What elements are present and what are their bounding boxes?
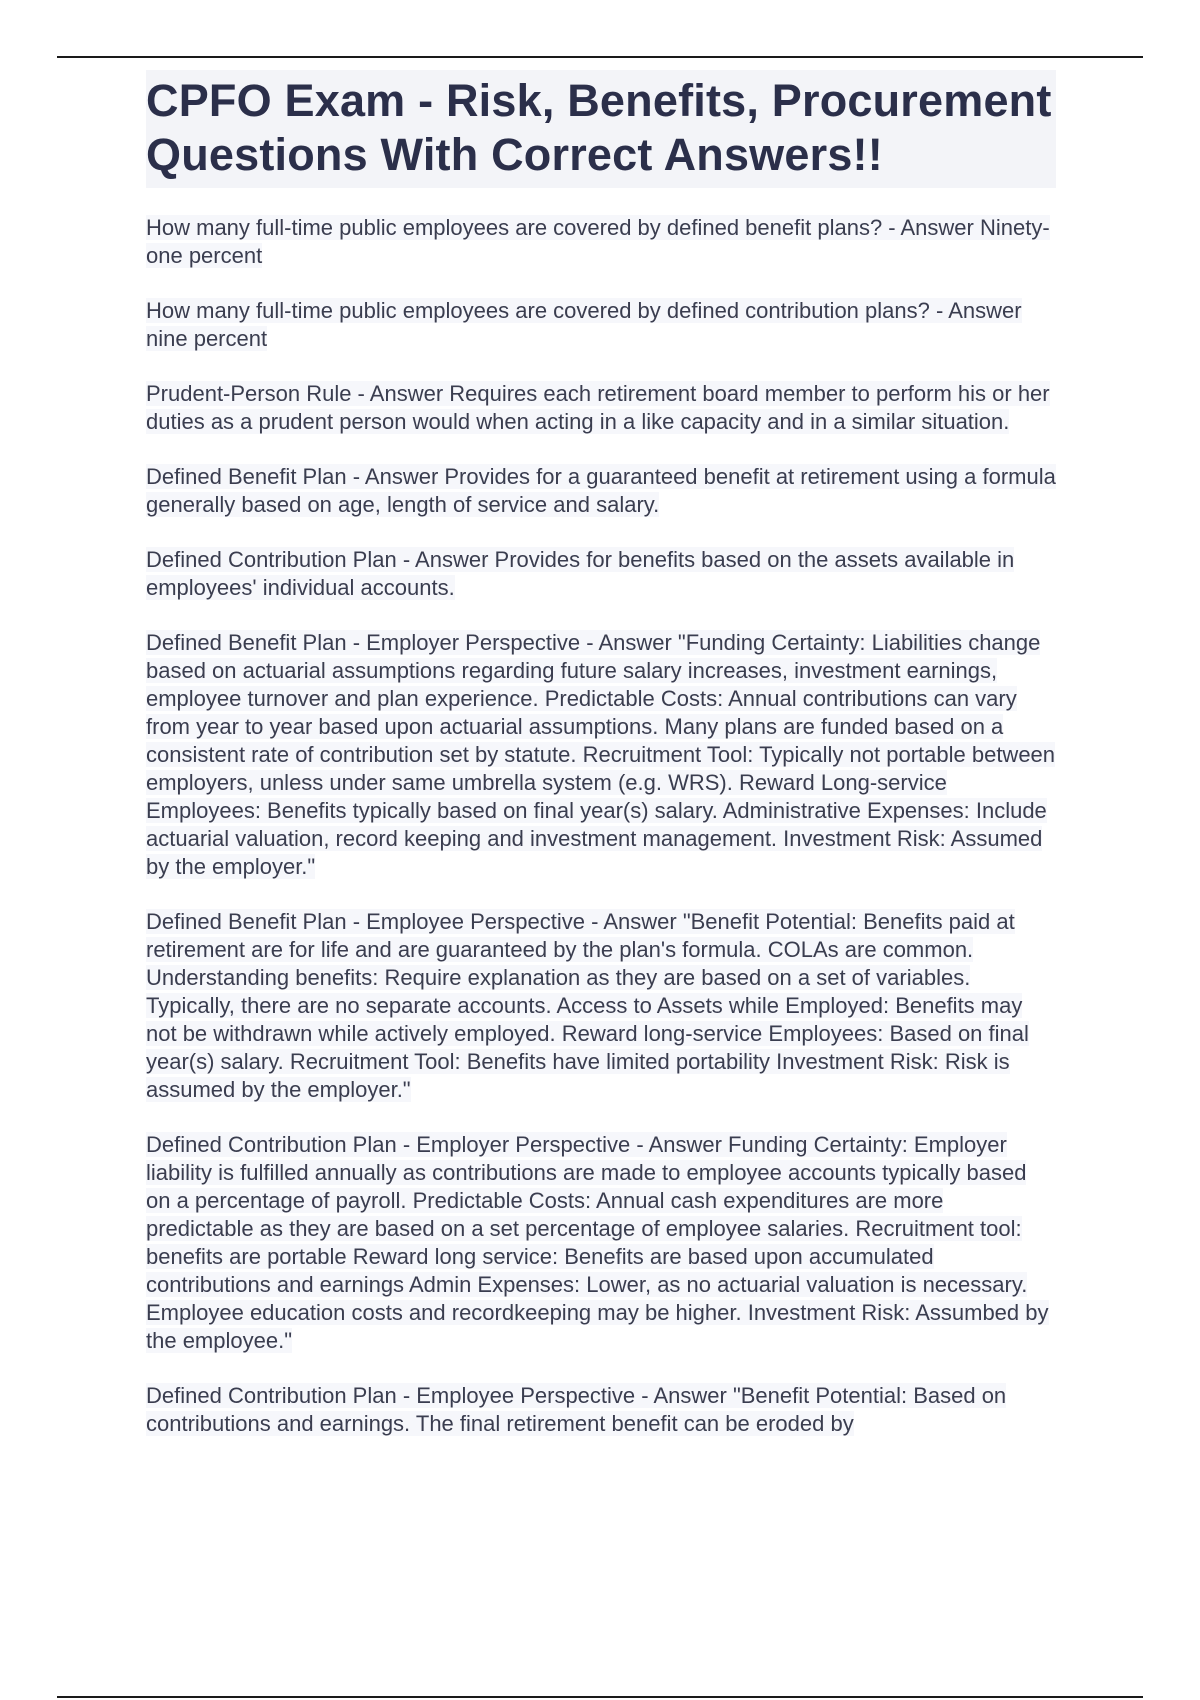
qa-text: Defined Benefit Plan - Employer Perspective - Answer "Funding Certainty: Liabilities change based on actuarial assumptions regarding future salary increases, investment earnings, employee turnover and plan experience. Predictable Costs: Annual contributions can vary from year to year based upon actuarial assumptions. Many plans are funded based on a consistent rate of contribution set by statute. Recruitment Tool: Typically not portable between employers, unless under same umbrella system (e.g. WRS). Reward Long-service Employees: Benefits typically based on final year(s) salary. Administrative Expenses: Include actuarial valuation, record keeping and investment management. Investment Risk: Assumed by the employer." <box>146 630 1056 879</box>
qa-entry <box>146 297 1056 353</box>
qa-entry <box>146 629 1056 881</box>
qa-entry <box>146 463 1056 519</box>
qa-text: How many full-time public employees are covered by defined contribution plans? - Answer nine percent <box>146 298 1022 351</box>
qa-entry <box>146 380 1056 436</box>
page-content <box>146 70 1058 1438</box>
bottom-rule <box>57 1696 1143 1698</box>
qa-entry <box>146 1382 1056 1438</box>
qa-text: Defined Benefit Plan - Answer Provides for a guaranteed benefit at retirement using a formula generally based on age, length of service and salary. <box>146 464 1056 517</box>
qa-entry <box>146 546 1056 602</box>
page-title: CPFO Exam - Risk, Benefits, Procurement Questions With Correct Answers!! <box>146 75 1052 180</box>
qa-entry <box>146 908 1056 1104</box>
qa-text: How many full-time public employees are covered by defined benefit plans? - Answer Ninety-one percent <box>146 215 1050 268</box>
qa-entry <box>146 214 1056 270</box>
qa-text: Prudent-Person Rule - Answer Requires each retirement board member to perform his or her duties as a prudent person would when acting in a like capacity and in a similar situation. <box>146 381 1050 434</box>
qa-text: Defined Contribution Plan - Employee Perspective - Answer "Benefit Potential: Based on contributions and earnings. The final retirement benefit can be eroded by <box>146 1383 1007 1436</box>
qa-text: Defined Contribution Plan - Answer Provides for benefits based on the assets available in employees' individual accounts. <box>146 547 1015 600</box>
qa-text: Defined Benefit Plan - Employee Perspective - Answer "Benefit Potential: Benefits paid at retirement are for life and are guaranteed by the plan's formula. COLAs are common. Understanding benefits: Require explanation as they are based on a set of variables. Typically, there are no separate accounts. Access to Assets while Employed: Benefits may not be withdrawn while actively employed. Reward long-service Employees: Based on final year(s) salary. Recruitment Tool: Benefits have limited portability Investment Risk: Risk is assumed by the employer." <box>146 909 1029 1102</box>
top-rule <box>57 56 1143 58</box>
qa-text: Defined Contribution Plan - Employer Perspective - Answer Funding Certainty: Employer liability is fulfilled annually as contributions are made to employee accounts typically based on a percentage of payroll. Predictable Costs: Annual cash expenditures are more predictable as they are based on a set percentage of employee salaries. Recruitment tool: benefits are portable Reward long service: Benefits are based upon accumulated contributions and earnings Admin Expenses: Lower, as no actuarial valuation is necessary. Employee education costs and recordkeeping may be higher. Investment Risk: Assumbed by the employee." <box>146 1132 1049 1353</box>
title-block <box>146 70 1056 188</box>
qa-entry <box>146 1131 1056 1355</box>
